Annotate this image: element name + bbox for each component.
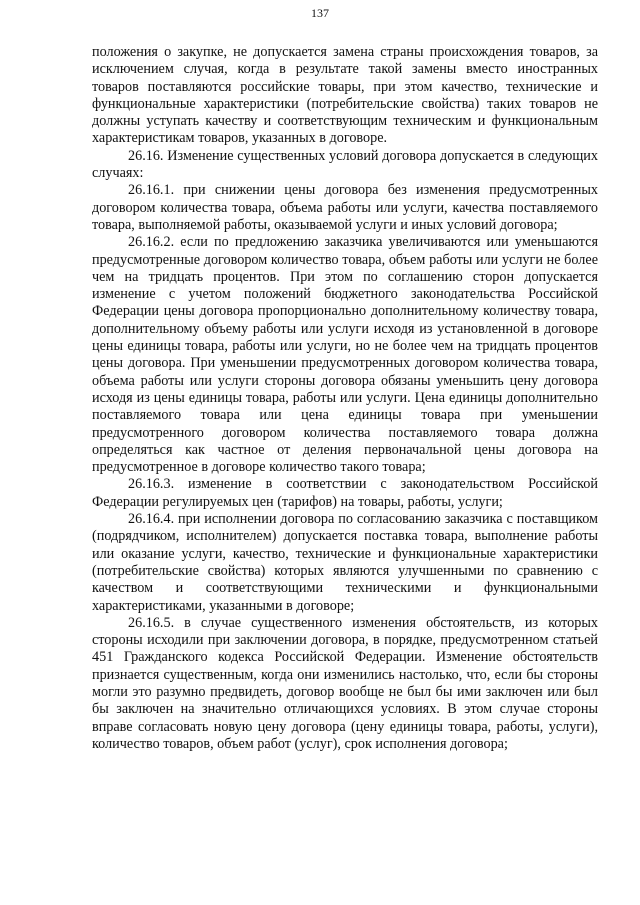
page-number: 137	[311, 6, 329, 20]
paragraph-clause-26-16-1: 26.16.1. при снижении цены договора без изменения предусмотренных договором количества товара, объема работы или услуги, качества поставляемого товара, выполняемой работы, оказываемой услуги и иных условий договора;	[92, 182, 598, 233]
paragraph-clause-26-16-5: 26.16.5. в случае существенного изменения обстоятельств, из которых стороны исходили при заключении договора, в порядке, предусмотренном статьей 451 Гражданского кодекса Российской Федерации. Изменение обстоятельств признается существенным, когда они изменились настолько, что, если бы стороны могли это разумно предвидеть, договор вообще не был бы ими заключен или был бы заключен на значительно отличающихся условиях. В этом случае стороны вправе согласовать новую цену договора (цену единицы товара, работы, услуги), количество товаров, объем работ (услуг), срок исполнения договора;	[92, 614, 598, 752]
paragraph-clause-26-16-4: 26.16.4. при исполнении договора по согласованию заказчика с поставщиком (подрядчиком, исполнителем) допускается поставка товара, выполнение работы или оказание услуги, качество, технические и функциональные характеристики (потребительские свойства) которых являются улучшенными по сравнению с качеством и соответствующими техническими и функциональными характеристиками, указанными в договоре;	[92, 511, 598, 614]
document-body	[92, 44, 598, 753]
paragraph-clause-26-16-2: 26.16.2. если по предложению заказчика увеличиваются или уменьшаются предусмотренные договором количество товара, объем работы или услуги не более чем на тридцать процентов. При этом по соглашению сторон допускается изменение с учетом положений бюджетного законодательства Российской Федерации цены договора пропорционально дополнительному количеству товара, дополнительному объему работы или услуги исходя из установленной в договоре цены единицы товара, работы или услуги, но не более чем на тридцать процентов цены договора. При уменьшении предусмотренных договором количества товара, объема работы или услуги стороны договора обязаны уменьшить цену договора исходя из цены единицы товара, работы или услуги. Цена единицы дополнительно поставляемого товара или цена единицы товара при уменьшении предусмотренного договором количества поставляемого товара должна определяться как частное от деления первоначальной цены договора на предусмотренное в договоре количество такого товара;	[92, 234, 598, 476]
paragraph-clause-26-16-3: 26.16.3. изменение в соответствии с законодательством Российской Федерации регулируемых цен (тарифов) на товары, работы, услуги;	[92, 476, 598, 510]
paragraph-clause-26-16: 26.16. Изменение существенных условий договора допускается в следующих случаях:	[92, 147, 598, 182]
paragraph-continuation: положения о закупке, не допускается замена страны происхождения товаров, за исключением случая, когда в результате такой замены вместо иностранных товаров поставляются российские товары, при этом качество, технические и функциональные характеристики (потребительские свойства) таких товаров не должны уступать качеству и соответствующим техническим и функциональным характеристикам товаров, указанных в договоре.	[92, 44, 598, 147]
